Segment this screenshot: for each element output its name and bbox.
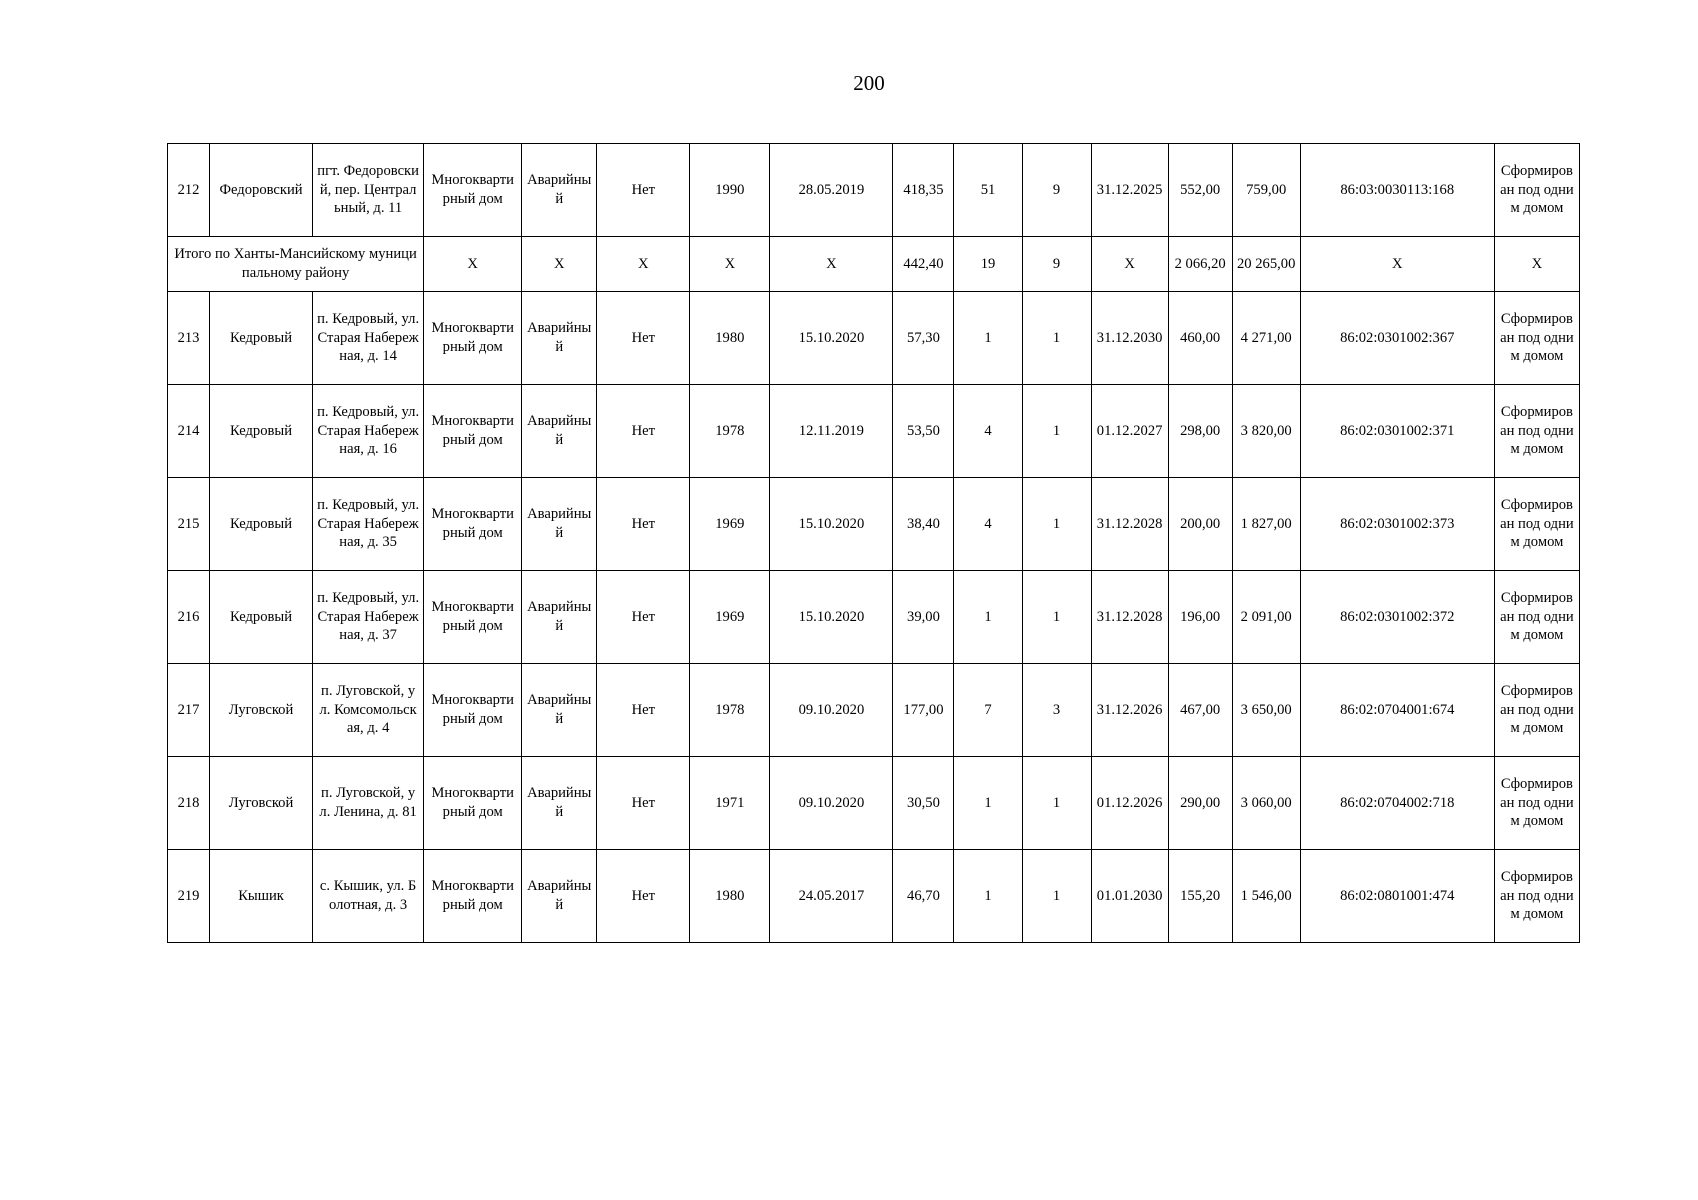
residents-cell: 51 [954,144,1022,237]
note-cell: Сформирован под одним домом [1494,144,1579,237]
address-cell: п. Кедровый, ул. Старая Набережная, д. 14 [313,292,424,385]
flag-cell: Нет [597,385,690,478]
row-number-cell: 213 [168,292,210,385]
residents-cell: 1 [954,757,1022,850]
status-cell: Аварийный [522,144,597,237]
cost-cell: 4 271,00 [1232,292,1300,385]
deadline-cell: 31.12.2025 [1091,144,1168,237]
row-number-cell: 216 [168,571,210,664]
apartments-cell: 1 [1022,385,1091,478]
deadline-cell: 01.12.2026 [1091,757,1168,850]
area-cell: 38,40 [893,478,954,571]
row-number-cell: 212 [168,144,210,237]
apartments-cell: 9 [1022,237,1091,292]
land-area-cell: 2 066,20 [1168,237,1232,292]
note-cell: Сформирован под одним домом [1494,850,1579,943]
year-built-cell: 1978 [690,385,770,478]
deadline-cell: 31.12.2026 [1091,664,1168,757]
year-built-cell: Х [690,237,770,292]
status-cell: Аварийный [522,292,597,385]
area-cell: 442,40 [893,237,954,292]
land-area-cell: 467,00 [1168,664,1232,757]
apartments-cell: 1 [1022,292,1091,385]
cost-cell: 1 827,00 [1232,478,1300,571]
flag-cell: Нет [597,850,690,943]
land-area-cell: 200,00 [1168,478,1232,571]
address-cell: п. Кедровый, ул. Старая Набережная, д. 37 [313,571,424,664]
flag-cell: Нет [597,478,690,571]
table-row [168,292,1580,385]
note-cell: Сформирован под одним домом [1494,478,1579,571]
flag-cell: Нет [597,664,690,757]
year-built-cell: 1978 [690,664,770,757]
deadline-cell: 01.01.2030 [1091,850,1168,943]
recognition-date-cell: 24.05.2017 [770,850,893,943]
note-cell: Сформирован под одним домом [1494,385,1579,478]
address-cell: п. Луговской, ул. Комсомольская, д. 4 [313,664,424,757]
municipality-cell: Кедровый [210,571,313,664]
flag-cell: Нет [597,144,690,237]
status-cell: Х [522,237,597,292]
municipality-cell: Луговской [210,664,313,757]
total-row [168,237,1580,292]
table-body [168,144,1580,943]
residents-cell: 19 [954,237,1022,292]
apartments-cell: 3 [1022,664,1091,757]
cadastral-number-cell: 86:02:0301002:367 [1300,292,1494,385]
recognition-date-cell: 15.10.2020 [770,292,893,385]
row-number-cell: 214 [168,385,210,478]
residents-cell: 1 [954,850,1022,943]
year-built-cell: 1980 [690,292,770,385]
land-area-cell: 196,00 [1168,571,1232,664]
land-area-cell: 460,00 [1168,292,1232,385]
cost-cell: 20 265,00 [1232,237,1300,292]
cadastral-number-cell: 86:02:0301002:373 [1300,478,1494,571]
table-row [168,478,1580,571]
deadline-cell: 31.12.2030 [1091,292,1168,385]
cadastral-number-cell: 86:02:0801001:474 [1300,850,1494,943]
residents-cell: 7 [954,664,1022,757]
land-area-cell: 552,00 [1168,144,1232,237]
status-cell: Аварийный [522,757,597,850]
cadastral-number-cell: 86:02:0704001:674 [1300,664,1494,757]
building-type-cell: Многоквартирный дом [424,850,522,943]
building-type-cell: Х [424,237,522,292]
cadastral-number-cell: 86:03:0030113:168 [1300,144,1494,237]
recognition-date-cell: 09.10.2020 [770,757,893,850]
land-area-cell: 298,00 [1168,385,1232,478]
building-type-cell: Многоквартирный дом [424,478,522,571]
residents-cell: 4 [954,478,1022,571]
area-cell: 418,35 [893,144,954,237]
cadastral-number-cell: 86:02:0704002:718 [1300,757,1494,850]
building-type-cell: Многоквартирный дом [424,144,522,237]
year-built-cell: 1969 [690,571,770,664]
note-cell: Сформирован под одним домом [1494,757,1579,850]
cost-cell: 1 546,00 [1232,850,1300,943]
residents-cell: 1 [954,571,1022,664]
note-cell: Сформирован под одним домом [1494,664,1579,757]
recognition-date-cell: 09.10.2020 [770,664,893,757]
table-row [168,664,1580,757]
table-row [168,757,1580,850]
recognition-date-cell: Х [770,237,893,292]
cost-cell: 3 060,00 [1232,757,1300,850]
address-cell: п. Кедровый, ул. Старая Набережная, д. 35 [313,478,424,571]
status-cell: Аварийный [522,385,597,478]
recognition-date-cell: 12.11.2019 [770,385,893,478]
table-row [168,571,1580,664]
area-cell: 46,70 [893,850,954,943]
year-built-cell: 1980 [690,850,770,943]
area-cell: 177,00 [893,664,954,757]
cadastral-number-cell: Х [1300,237,1494,292]
residents-cell: 1 [954,292,1022,385]
note-cell: Сформирован под одним домом [1494,571,1579,664]
note-cell: Сформирован под одним домом [1494,292,1579,385]
apartments-cell: 1 [1022,850,1091,943]
area-cell: 53,50 [893,385,954,478]
address-cell: пгт. Федоровский, пер. Центральный, д. 11 [313,144,424,237]
status-cell: Аварийный [522,850,597,943]
year-built-cell: 1969 [690,478,770,571]
recognition-date-cell: 15.10.2020 [770,478,893,571]
flag-cell: Х [597,237,690,292]
municipality-cell: Федоровский [210,144,313,237]
recognition-date-cell: 15.10.2020 [770,571,893,664]
cadastral-number-cell: 86:02:0301002:372 [1300,571,1494,664]
note-cell: Х [1494,237,1579,292]
municipality-cell: Кедровый [210,478,313,571]
municipality-cell: Кышик [210,850,313,943]
recognition-date-cell: 28.05.2019 [770,144,893,237]
year-built-cell: 1971 [690,757,770,850]
municipality-cell: Кедровый [210,292,313,385]
cost-cell: 3 650,00 [1232,664,1300,757]
cost-cell: 3 820,00 [1232,385,1300,478]
apartments-cell: 1 [1022,478,1091,571]
status-cell: Аварийный [522,664,597,757]
municipality-cell: Луговской [210,757,313,850]
housing-registry-table [167,143,1580,943]
apartments-cell: 1 [1022,571,1091,664]
area-cell: 57,30 [893,292,954,385]
year-built-cell: 1990 [690,144,770,237]
cost-cell: 759,00 [1232,144,1300,237]
flag-cell: Нет [597,757,690,850]
total-label-cell: Итого по Ханты-Мансийскому муниципальному району [168,237,424,292]
municipality-cell: Кедровый [210,385,313,478]
status-cell: Аварийный [522,571,597,664]
building-type-cell: Многоквартирный дом [424,571,522,664]
land-area-cell: 290,00 [1168,757,1232,850]
building-type-cell: Многоквартирный дом [424,757,522,850]
address-cell: п. Луговской, ул. Ленина, д. 81 [313,757,424,850]
deadline-cell: 31.12.2028 [1091,478,1168,571]
flag-cell: Нет [597,571,690,664]
row-number-cell: 218 [168,757,210,850]
deadline-cell: 01.12.2027 [1091,385,1168,478]
table-row [168,850,1580,943]
building-type-cell: Многоквартирный дом [424,292,522,385]
row-number-cell: 219 [168,850,210,943]
table-row [168,385,1580,478]
status-cell: Аварийный [522,478,597,571]
cadastral-number-cell: 86:02:0301002:371 [1300,385,1494,478]
land-area-cell: 155,20 [1168,850,1232,943]
building-type-cell: Многоквартирный дом [424,385,522,478]
address-cell: п. Кедровый, ул. Старая Набережная, д. 16 [313,385,424,478]
area-cell: 30,50 [893,757,954,850]
address-cell: с. Кышик, ул. Болотная, д. 3 [313,850,424,943]
deadline-cell: Х [1091,237,1168,292]
residents-cell: 4 [954,385,1022,478]
page-number: 200 [853,71,885,95]
cost-cell: 2 091,00 [1232,571,1300,664]
area-cell: 39,00 [893,571,954,664]
deadline-cell: 31.12.2028 [1091,571,1168,664]
table-row [168,144,1580,237]
apartments-cell: 1 [1022,757,1091,850]
building-type-cell: Многоквартирный дом [424,664,522,757]
apartments-cell: 9 [1022,144,1091,237]
row-number-cell: 215 [168,478,210,571]
row-number-cell: 217 [168,664,210,757]
flag-cell: Нет [597,292,690,385]
